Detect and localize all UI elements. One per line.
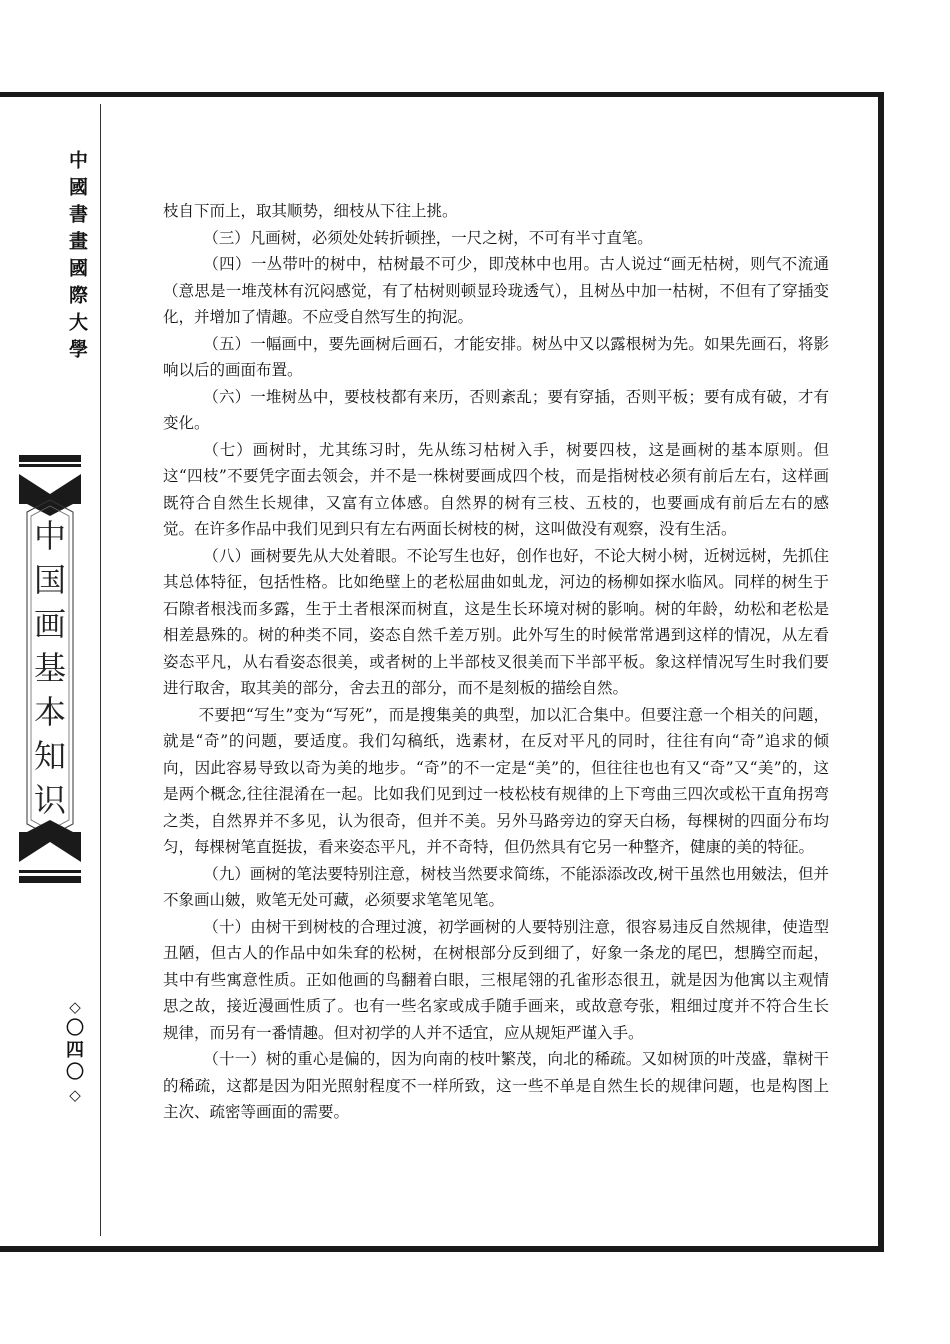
- paragraph: 枝自下而上，取其顺势，细枝从下往上挑。: [163, 202, 458, 220]
- paragraph: （十一）树的重心是偏的，因为向南的枝叶繁茂，向北的稀疏。又如树顶的叶茂盛，靠树干的稀疏，这都是因为阳光照射程度不一样所致，这一些不单是自然生长的规律问题，也是构图上主次、疏密等画面的需要。: [163, 1050, 829, 1121]
- paragraph: （八）画树要先从大处着眼。不论写生也好，创作也好，不论大树小树，近树远树，先抓住其总体特征，包括性格。比如绝壁上的老松屈曲如虬龙，河边的杨柳如探水临风。同样的树生于石隙者根浅而多露，生于土者根深而树直，这是生长环境对树的影响。树的年龄，幼松和老松是相差悬殊的。树的种类不同，姿态自然千差万别。此外写生的时候常常遇到这样的情况，从左看姿态平凡，从右看姿态很美，或者树的上半部枝叉很美而下半部平板。象这样情况写生时我们要进行取舍，取其美的部分，舍去丑的部分，而不是刻板的描绘自然。: [163, 546, 829, 697]
- book-title-char: 基: [33, 649, 66, 687]
- book-title-banner: [19, 472, 81, 864]
- page-number-digit: 〇: [66, 1062, 84, 1083]
- paragraph: （九）画树的笔法要特别注意，树枝当然要求简练，不能添添改改,树干虽然也用皴法，但并不象画山皴，败笔无处可藏，必须要求笔笔见笔。: [163, 864, 829, 909]
- school-name: 中國書畫國際大學: [66, 150, 88, 366]
- page-number-digit: 〇: [66, 1018, 84, 1039]
- book-title-char: 识: [33, 781, 66, 819]
- paragraph: （六）一堆树丛中，要枝枝都有来历，否则紊乱；要有穿插，否则平板；要有成有破，才有变化。: [163, 387, 829, 432]
- banner-bottom-bar: [19, 876, 81, 883]
- margin-rule: [100, 104, 101, 1236]
- book-title-char: 中: [33, 517, 66, 555]
- banner-bottom-thin-bar: [19, 870, 81, 873]
- book-title-char: 画: [33, 605, 66, 643]
- book-title-char: 知: [33, 737, 66, 775]
- paragraph: （四）一丛带叶的树中，枯树最不可少，即茂林中也用。古人说过“画无枯树，则气不流通（意思是一堆茂林有沉闷感觉，有了枯树则顿显玲珑透气），且树丛中加一枯树，不但有了穿插变化，并增加了情趣。不应受自然写生的拘泥。: [163, 255, 829, 326]
- book-title-char: 国: [33, 561, 66, 599]
- diamond-icon: ◇: [69, 1086, 81, 1104]
- paragraph: （七）画树时，尤其练习时，先从练习枯树入手，树要四枝，这是画树的基本原则。但这“四枝”不要凭字面去领会，并不是一株树要画成四个枝，而是指树枝必须有前后左右，这样画既符合自然生长规律，又富有立体感。自然界的树有三枝、五枝的，也要画成有前后左右的感觉。在许多作品中我们见到只有左右两面长树枝的树，这叫做没有观察，没有生活。: [163, 440, 829, 538]
- page-number-digit: 四: [66, 1040, 84, 1061]
- body-text: [163, 198, 829, 1126]
- paragraph: （十）由树干到树枝的合理过渡，初学画树的人要特别注意，很容易违反自然规律，使造型丑陋，但古人的作品中如朱耷的松树，在树根部分反到细了，好象一条龙的尾巴，想腾空而起，其中有些寓意性质。正如他画的鸟翻着白眼，三根尾翎的孔雀形态很丑，就是因为他寓以主观情思之故，接近漫画性质了。也有一些名家或成手随手画来，或故意夸张，粗细过度并不符合生长规律，而另有一番情趣。但对初学的人并不适宜，应从规矩严谨入手。: [163, 917, 829, 1042]
- page-frame-top: [0, 92, 884, 97]
- page-frame-bottom: [0, 1246, 884, 1252]
- page-number: [60, 996, 90, 1106]
- paragraph: 不要把“写生”变为“写死”，而是搜集美的典型，加以汇合集中。但要注意一个相关的问题，就是“奇”的问题，要适度。我们勾稿纸，选素材，在反对平凡的同时，往往有向“奇”追求的倾向，因此容易导致以奇为美的地步。“奇”的不一定是“美”的，但往往也也有又“奇”又“美”的，这是两个概念,往往混淆在一起。比如我们见到过一枝松枝有规律的上下弯曲三四次或松干直角拐弯之类，自然界并不多见，认为很奇，但并不美。另外马路旁边的穿天白杨，每棵树的四面分布均匀，每棵树笔直挺拔，看来姿态平凡，并不奇特，但仍然具有它另一种整齐，健康的美的特征。: [163, 705, 829, 856]
- page-frame-right: [878, 92, 884, 1252]
- banner-top-thin-bar: [19, 464, 81, 467]
- paragraph: （三）凡画树，必须处处转折顿挫，一尺之树，不可有半寸直笔。: [203, 228, 653, 247]
- diamond-icon: ◇: [69, 998, 81, 1016]
- paragraph: （五）一幅画中，要先画树后画石，才能安排。树丛中又以露根树为先。如果先画石，将影响以后的画面布置。: [163, 334, 829, 379]
- banner-top-bar: [19, 455, 81, 462]
- book-title: [32, 514, 68, 822]
- book-title-char: 本: [33, 693, 66, 731]
